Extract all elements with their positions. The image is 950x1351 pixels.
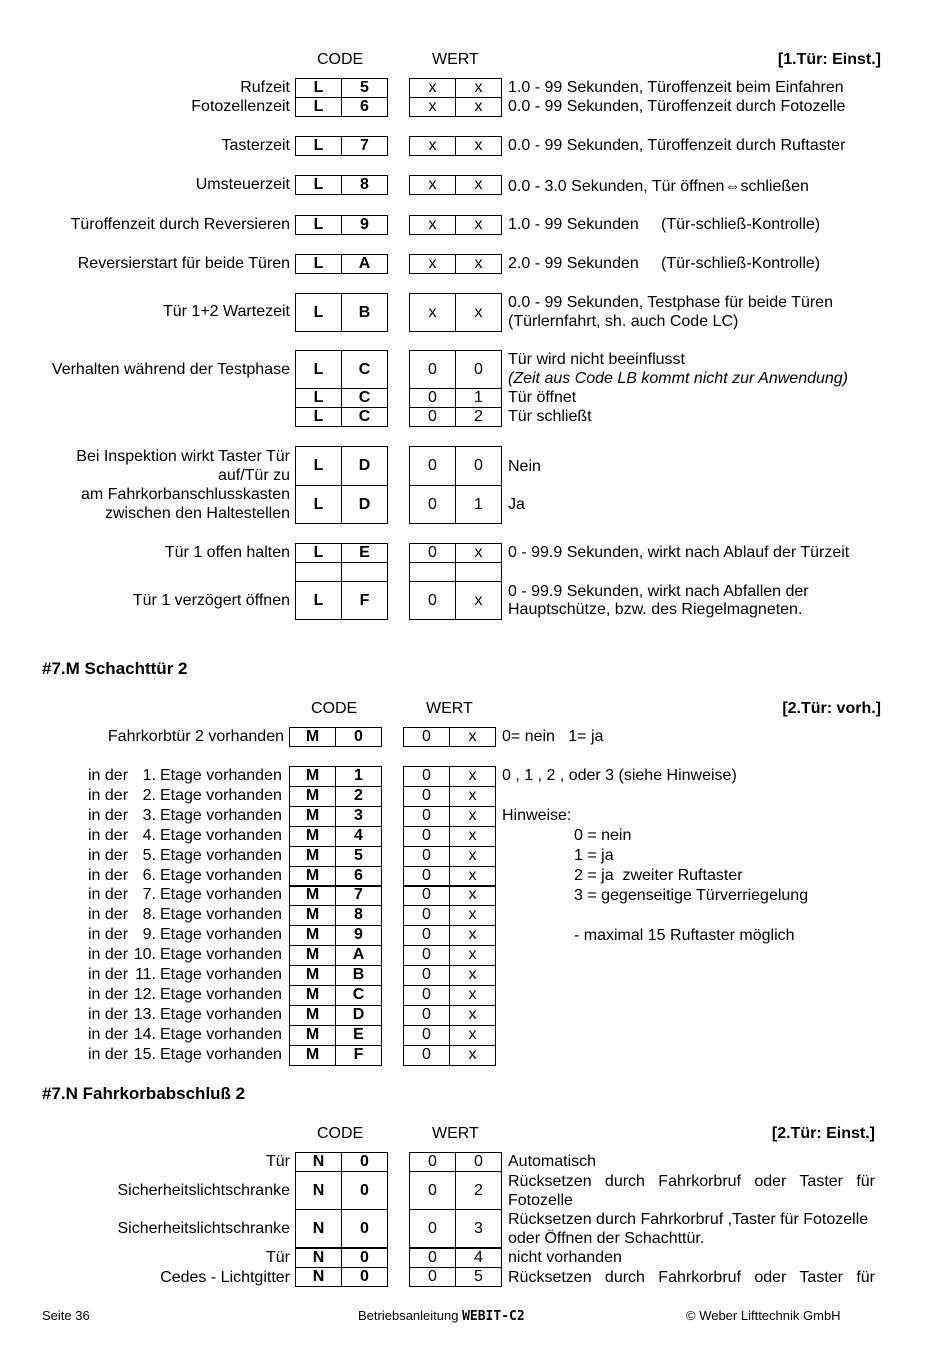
value-cell: x [449, 1025, 496, 1046]
value-cell: 0 [409, 446, 456, 486]
section1-code-header: CODE [317, 51, 364, 68]
code-cell: M [289, 1005, 336, 1026]
row-description: 0.0 - 3.0 Sekunden, Tür öffnen⇔schließen [508, 178, 809, 195]
value-cell: x [455, 97, 502, 117]
value-cell: 0 [403, 925, 450, 946]
code-cell: A [341, 254, 388, 274]
floor-number: 12. [133, 986, 156, 1003]
floor-label: Etage vorhanden [160, 767, 282, 784]
value-cell: 0 [403, 905, 450, 926]
value-cell: 0 [409, 1267, 456, 1287]
code-cell: 5 [335, 846, 382, 867]
code-cell: N [295, 1209, 342, 1248]
footer-doc-name: WEBIT-C2 [462, 1309, 525, 1324]
section3-code-header: CODE [317, 1125, 364, 1142]
row-description: 2.0 - 99 Sekunden (Tür-schließ-Kontrolle) [508, 255, 821, 272]
code-cell: M [289, 866, 336, 887]
note-0: 0 = nein [574, 827, 632, 844]
value-cell: 0 [403, 786, 450, 807]
empty-cell [295, 562, 342, 582]
code-cell: M [289, 885, 336, 906]
code-cell: A [335, 945, 382, 966]
value-cell: x [455, 78, 502, 98]
value-cell: x [455, 581, 502, 620]
code-cell: C [341, 350, 388, 389]
row-label: Tür 1 verzögert öffnen [132, 592, 290, 609]
row-description: Automatisch [508, 1153, 597, 1170]
value-cell: x [409, 136, 456, 156]
floor-label: Etage vorhanden [160, 827, 282, 844]
row-description: Nein [508, 458, 541, 475]
floor-number: 9. [142, 926, 156, 943]
row-description: oder Öffnen der Schachttür. [508, 1230, 705, 1247]
notes-options: 0 , 1 , 2 , oder 3 (siehe Hinweise) [502, 767, 737, 784]
value-cell: 0 [409, 1152, 456, 1172]
floor-label: Etage vorhanden [160, 1006, 282, 1023]
floor-prefix: in der [88, 767, 129, 784]
floor-prefix: in der [88, 1006, 129, 1023]
value-cell: x [449, 806, 496, 827]
row-label: zwischen den Haltestellen [105, 505, 290, 522]
value-cell: x [449, 965, 496, 986]
row-description: Hauptschütze, bzw. des Riegelmagneten. [508, 601, 803, 618]
code-cell: 8 [335, 905, 382, 926]
code-cell: M [289, 985, 336, 1006]
value-cell: 0 [409, 350, 456, 389]
code-cell: N [295, 1171, 342, 1210]
value-cell: x [449, 826, 496, 847]
code-cell: D [335, 1005, 382, 1026]
value-cell: x [449, 786, 496, 807]
footer-document-title [358, 1308, 525, 1325]
code-cell: E [341, 543, 388, 563]
value-cell: 0 [455, 1152, 502, 1172]
row-label: Umsteuerzeit [195, 176, 290, 193]
row-description: Tür wird nicht beeinflusst [508, 351, 685, 368]
footer-page-number: Seite 36 [42, 1308, 90, 1323]
floor-label: Etage vorhanden [160, 946, 282, 963]
row-label: Cedes - Lichtgitter [160, 1269, 290, 1286]
value-cell: x [449, 985, 496, 1006]
code-cell: 0 [341, 1248, 388, 1268]
row-label: Fotozellenzeit [191, 98, 290, 115]
row-label: Tasterzeit [221, 137, 290, 154]
code-cell: C [341, 388, 388, 408]
floor-prefix: in der [88, 946, 129, 963]
row-label: Reversierstart für beide Türen [77, 255, 290, 272]
value-cell: x [409, 293, 456, 332]
floor-label: Etage vorhanden [160, 926, 282, 943]
value-cell: 0 [455, 446, 502, 486]
value-cell: x [449, 1005, 496, 1026]
value-cell: 0 [409, 388, 456, 408]
code-cell: L [295, 215, 342, 235]
floor-number: 8. [142, 906, 156, 923]
row-description: 0.0 - 99 Sekunden, Türoffenzeit durch Ruftaster [508, 137, 846, 154]
code-cell: 7 [341, 136, 388, 156]
row-description: Tür öffnet [508, 389, 577, 406]
floor-number: 2. [142, 787, 156, 804]
row-description: (Zeit aus Code LB kommt nicht zur Anwendung) [508, 370, 849, 387]
value-cell: 0 [403, 766, 450, 787]
code-cell: D [341, 485, 388, 524]
code-cell: 0 [341, 1209, 388, 1248]
floor-number: 15. [133, 1046, 156, 1063]
section2-heading: #7.M Schachttür 2 [42, 659, 188, 678]
code-cell: 2 [335, 786, 382, 807]
row-description: 0.0 - 99 Sekunden, Testphase für beide Türen [508, 294, 833, 311]
code-cell: 9 [335, 925, 382, 946]
row-label: Sicherheitslichtschranke [117, 1182, 290, 1199]
code-cell: 9 [341, 215, 388, 235]
floor-prefix: in der [88, 906, 129, 923]
floor-prefix: in der [88, 867, 129, 884]
code-cell: F [341, 581, 388, 620]
code-cell: M [289, 945, 336, 966]
row-description: Tür schließt [508, 408, 592, 425]
code-cell: L [295, 97, 342, 117]
value-cell: 1 [455, 485, 502, 524]
value-cell: x [455, 254, 502, 274]
code-cell: L [295, 78, 342, 98]
code-cell: M [289, 925, 336, 946]
code-cell: 3 [335, 806, 382, 827]
row-label: Tür [266, 1153, 290, 1170]
value-cell: 0 [409, 485, 456, 524]
empty-cell [455, 562, 502, 582]
floor-number: 10. [133, 946, 156, 963]
floor-label: Etage vorhanden [160, 1046, 282, 1063]
row-label: Tür 1+2 Wartezeit [162, 303, 290, 320]
row-label: Tür [266, 1249, 290, 1266]
empty-cell [409, 562, 456, 582]
code-cell: M [289, 846, 336, 867]
row-label: Bei Inspektion wirkt Taster Tür [76, 448, 290, 465]
value-cell: x [449, 905, 496, 926]
code-cell: L [295, 388, 342, 408]
value-cell: 0 [403, 1025, 450, 1046]
value-cell: 0 [409, 407, 456, 427]
value-cell: x [409, 175, 456, 195]
code-cell: M [289, 727, 336, 747]
code-cell: N [295, 1248, 342, 1268]
value-cell: 0 [409, 581, 456, 620]
floor-number: 7. [142, 886, 156, 903]
code-cell: C [335, 985, 382, 1006]
row-description: Rücksetzen durch Fahrkorbruf oder Taster für [508, 1269, 875, 1286]
code-cell: 0 [341, 1152, 388, 1172]
value-cell: 0 [403, 806, 450, 827]
footer-doc-prefix: Betriebsanleitung [358, 1308, 463, 1323]
footer-copyright: © Weber Lifttechnik GmbH [686, 1308, 841, 1323]
value-cell: x [455, 215, 502, 235]
code-cell: L [295, 136, 342, 156]
value-cell: x [455, 136, 502, 156]
code-cell: L [295, 485, 342, 524]
value-cell: x [449, 727, 496, 747]
code-cell: M [289, 1045, 336, 1066]
value-cell: x [409, 215, 456, 235]
floor-label: Etage vorhanden [160, 906, 282, 923]
code-cell: M [289, 965, 336, 986]
value-cell: 0 [403, 885, 450, 906]
code-cell: M [289, 905, 336, 926]
code-cell: 0 [335, 727, 382, 747]
floor-label: Etage vorhanden [160, 1026, 282, 1043]
code-cell: M [289, 1025, 336, 1046]
floor-label: Etage vorhanden [160, 847, 282, 864]
floor-label: Etage vorhanden [160, 807, 282, 824]
row-description: 0= nein 1= ja [502, 728, 604, 745]
code-cell: B [335, 965, 382, 986]
floor-prefix: in der [88, 986, 129, 1003]
row-label: Tür 1 offen halten [164, 544, 290, 561]
code-cell: L [295, 175, 342, 195]
code-cell: L [295, 581, 342, 620]
floor-prefix: in der [88, 966, 129, 983]
code-cell: 8 [341, 175, 388, 195]
value-cell: 0 [409, 543, 456, 563]
value-cell: 0 [409, 1248, 456, 1268]
code-cell: M [289, 786, 336, 807]
code-cell: L [295, 254, 342, 274]
code-cell: 5 [341, 78, 388, 98]
floor-prefix: in der [88, 807, 129, 824]
note-3: 3 = gegenseitige Türverriegelung [574, 887, 809, 904]
floor-number: 6. [142, 867, 156, 884]
value-cell: 3 [455, 1209, 502, 1248]
value-cell: 0 [403, 985, 450, 1006]
code-cell: E [335, 1025, 382, 1046]
floor-label: Etage vorhanden [160, 867, 282, 884]
value-cell: 0 [403, 1045, 450, 1066]
floor-label: Etage vorhanden [160, 787, 282, 804]
code-cell: B [341, 293, 388, 332]
section2-code-header: CODE [311, 700, 358, 717]
value-cell: x [455, 175, 502, 195]
floor-number: 1. [142, 767, 156, 784]
section3-wert-header: WERT [432, 1125, 479, 1142]
value-cell: 0 [409, 1171, 456, 1210]
row-description: Rücksetzen durch Fahrkorbruf oder Taster für [508, 1173, 875, 1190]
row-label: auf/Tür zu [217, 467, 290, 484]
value-cell: x [455, 293, 502, 332]
code-cell: C [341, 407, 388, 427]
code-cell: L [295, 293, 342, 332]
row-description: 1.0 - 99 Sekunden (Tür-schließ-Kontrolle) [508, 216, 821, 233]
section1-wert-header: WERT [432, 51, 479, 68]
row-description: 0 - 99.9 Sekunden, wirkt nach Ablauf der Türzeit [508, 544, 850, 561]
value-cell: x [409, 97, 456, 117]
section3-tag: [2.Tür: Einst.] [771, 1125, 875, 1142]
note-2: 2 = ja zweiter Ruftaster [574, 867, 743, 884]
code-cell: 0 [341, 1267, 388, 1287]
value-cell: 5 [455, 1267, 502, 1287]
value-cell: x [409, 254, 456, 274]
code-cell: L [295, 446, 342, 486]
row-description: Fotozelle [508, 1192, 573, 1209]
row-label: Fahrkorbtür 2 vorhanden [107, 728, 284, 745]
code-cell: N [295, 1267, 342, 1287]
section2-tag: [2.Tür: vorh.] [782, 700, 881, 717]
row-description: nicht vorhanden [508, 1249, 622, 1266]
code-cell: 1 [335, 766, 382, 787]
value-cell: 0 [455, 350, 502, 389]
section2-wert-header: WERT [426, 700, 473, 717]
floor-prefix: in der [88, 926, 129, 943]
value-cell: 1 [455, 388, 502, 408]
row-description: 0 - 99.9 Sekunden, wirkt nach Abfallen der [508, 583, 809, 600]
value-cell: 0 [403, 945, 450, 966]
row-description: 0.0 - 99 Sekunden, Türoffenzeit durch Fotozelle [508, 98, 846, 115]
value-cell: 0 [403, 965, 450, 986]
value-cell: 2 [455, 1171, 502, 1210]
row-label: Sicherheitslichtschranke [117, 1220, 290, 1237]
floor-number: 4. [142, 827, 156, 844]
code-cell: 6 [341, 97, 388, 117]
code-cell: L [295, 407, 342, 427]
value-cell: 0 [403, 866, 450, 887]
row-description: 1.0 - 99 Sekunden, Türoffenzeit beim Einfahren [508, 79, 844, 96]
value-cell: x [449, 846, 496, 867]
code-cell: M [289, 826, 336, 847]
code-cell: 4 [335, 826, 382, 847]
floor-prefix: in der [88, 847, 129, 864]
code-cell: M [289, 766, 336, 787]
value-cell: 0 [403, 1005, 450, 1026]
code-cell: 0 [341, 1171, 388, 1210]
value-cell: x [449, 1045, 496, 1066]
floor-number: 13. [133, 1006, 156, 1023]
value-cell: 4 [455, 1248, 502, 1268]
floor-label: Etage vorhanden [160, 986, 282, 1003]
floor-label: Etage vorhanden [160, 966, 282, 983]
section3-heading: #7.N Fahrkorbabschluß 2 [42, 1084, 246, 1103]
floor-prefix: in der [88, 787, 129, 804]
value-cell: 0 [403, 727, 450, 747]
floor-number: 5. [142, 847, 156, 864]
row-label: Rufzeit [240, 79, 290, 96]
value-cell: 0 [403, 826, 450, 847]
code-cell: N [295, 1152, 342, 1172]
floor-prefix: in der [88, 827, 129, 844]
value-cell: x [449, 866, 496, 887]
value-cell: 2 [455, 407, 502, 427]
floor-label: Etage vorhanden [160, 886, 282, 903]
value-cell: x [449, 925, 496, 946]
floor-prefix: in der [88, 1046, 129, 1063]
row-description: (Türlernfahrt, sh. auch Code LC) [508, 313, 739, 330]
value-cell: 0 [403, 846, 450, 867]
code-cell: F [335, 1045, 382, 1066]
floor-number: 3. [142, 807, 156, 824]
floor-prefix: in der [88, 1026, 129, 1043]
row-label: am Fahrkorbanschlusskasten [81, 486, 290, 503]
note-1: 1 = ja [574, 847, 614, 864]
value-cell: x [449, 766, 496, 787]
row-label: Türoffenzeit durch Reversieren [70, 216, 290, 233]
code-cell: L [295, 350, 342, 389]
value-cell: x [409, 78, 456, 98]
code-cell: 7 [335, 885, 382, 906]
notes-title: Hinweise: [502, 807, 572, 824]
row-label: Verhalten während der Testphase [51, 361, 290, 378]
floor-prefix: in der [88, 886, 129, 903]
value-cell: x [449, 945, 496, 966]
code-cell: L [295, 543, 342, 563]
code-cell: M [289, 806, 336, 827]
value-cell: 0 [409, 1209, 456, 1248]
empty-cell [341, 562, 388, 582]
row-description: Ja [508, 496, 525, 513]
code-cell: 6 [335, 866, 382, 887]
code-cell: D [341, 446, 388, 486]
note-max: - maximal 15 Ruftaster möglich [574, 927, 795, 944]
value-cell: x [449, 885, 496, 906]
floor-number: 14. [133, 1026, 156, 1043]
section1-tag: [1.Tür: Einst.] [777, 51, 881, 68]
row-description: Rücksetzen durch Fahrkorbruf ,Taster für Fotozelle [508, 1211, 869, 1228]
floor-number: 11. [134, 966, 156, 983]
value-cell: x [455, 543, 502, 563]
